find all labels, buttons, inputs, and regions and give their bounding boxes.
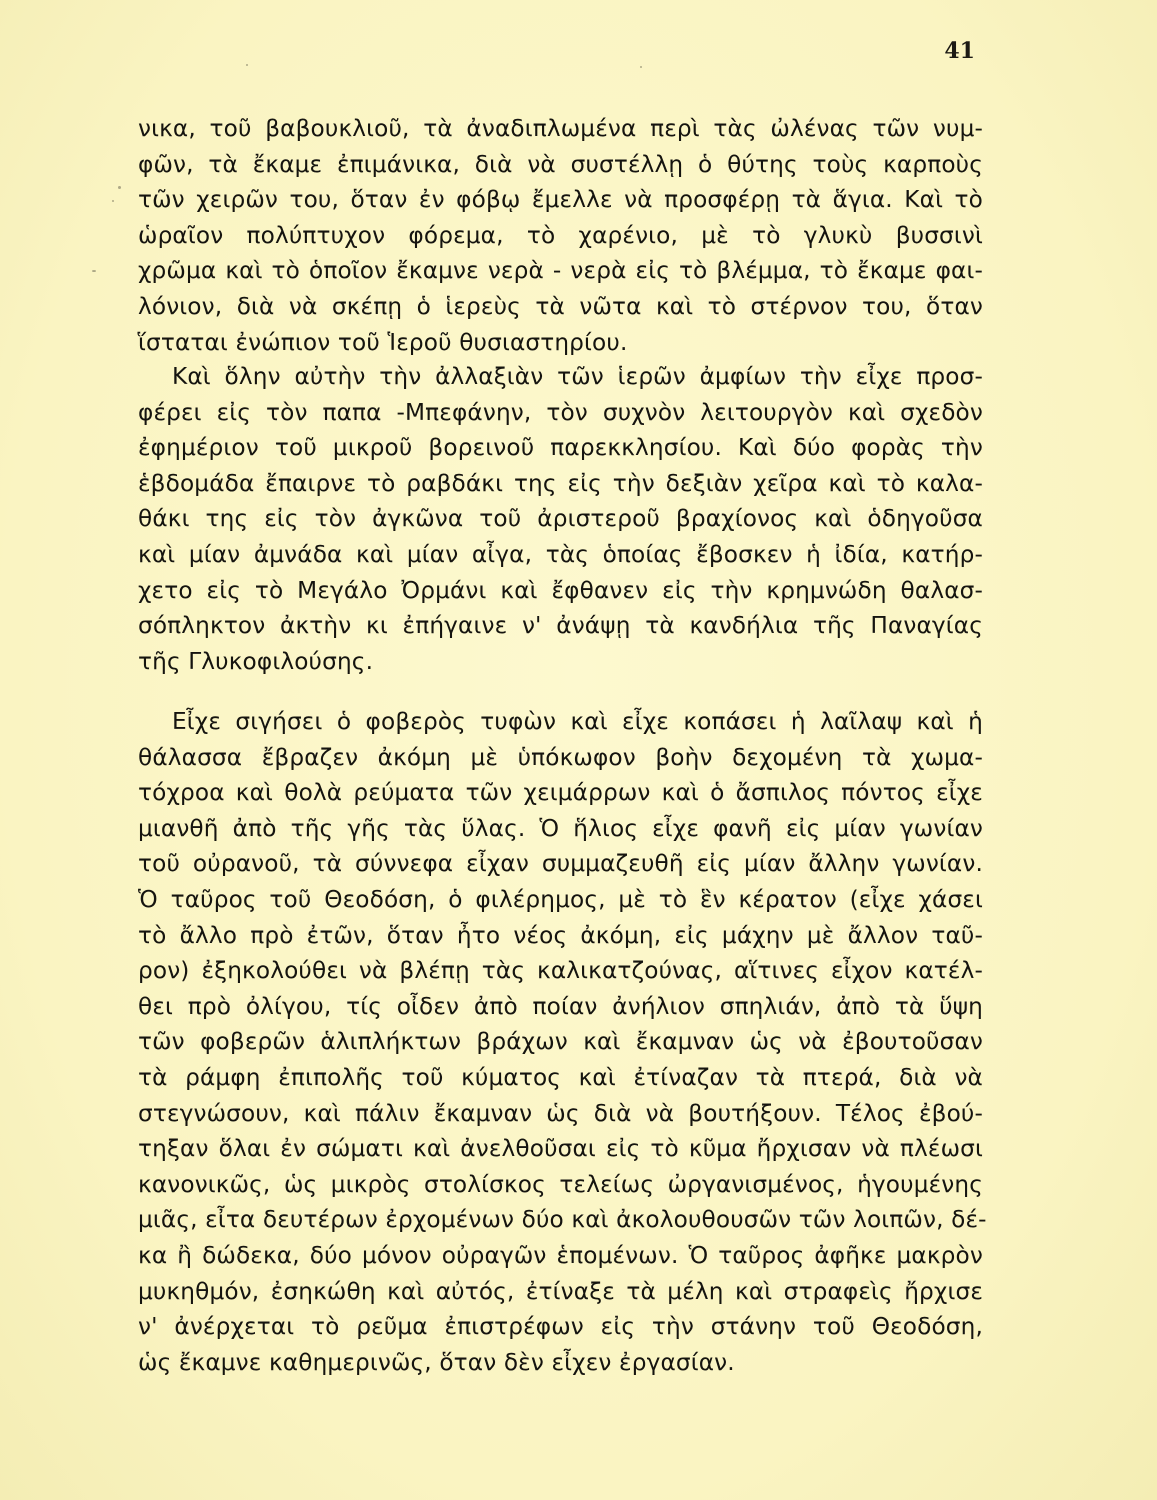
text-line: κανονικῶς, ὡς μικρὸς στολίσκος τελείως ὠργανισμένος, ἡγουμένης [138,1170,983,1198]
paper-speck [118,186,121,189]
paragraph-3 [138,704,987,1380]
text-line: νικα, τοῦ βαβουκλιοῦ, τὰ ἀναδιπλωμένα περὶ τὰς ὠλένας τῶν νυμ- [138,115,983,142]
text-line: θάκι της εἰς τὸν ἀγκῶνα τοῦ ἀριστεροῦ βραχίονος καὶ ὁδηγοῦσα [138,505,983,533]
text-line: χρῶμα καὶ τὸ ὁποῖον ἔκαμνε νερὰ - νερὰ εἰς τὸ βλέμμα, τὸ ἔκαμε φαι- [138,257,983,285]
text-line: χετο εἰς τὸ Μεγάλο Ὀρμάνι καὶ ἔφθανεν εἰς τὴν κρημνώδη θαλασ- [138,576,983,604]
text-line: τῆς Γλυκοφιλούσης. [138,647,374,675]
text-line: Ὁ ταῦρος τοῦ Θεοδόση, ὁ φιλέρημος, μὲ τὸ ἓν κέρατον (εἶχε χάσει [138,885,983,913]
paper-speck [92,270,96,272]
text-line: σόπληκτον ἀκτὴν κι ἐπήγαινε ν' ἀνάψῃ τὰ κανδήλια τῆς Παναγίας [138,612,983,640]
text-line: καὶ μίαν ἀμνάδα καὶ μίαν αἶγα, τὰς ὁποίας ἔβοσκεν ἡ ἰδία, κατήρ- [138,540,983,568]
paper-speck [640,66,642,68]
text-line: τοῦ οὐρανοῦ, τὰ σύννεφα εἶχαν συμμαζευθῆ εἰς μίαν ἄλλην γωνίαν. [138,850,983,878]
text-line: τόχροα καὶ θολὰ ρεύματα τῶν χειμάρρων καὶ ὁ ἄσπιλος πόντος εἶχε [138,779,983,807]
text-line: ἑβδομάδα ἔπαιρνε τὸ ραβδάκι της εἰς τὴν δεξιὰν χεῖρα καὶ τὸ καλα- [138,469,983,497]
paragraph-1 [138,111,983,360]
text-line: ἵσταται ἐνώπιον τοῦ Ἱεροῦ θυσιαστηρίου. [138,328,628,356]
page-number: 41 [944,38,975,64]
text-line: Καὶ ὅλην αὐτὴν τὴν ἀλλαξιὰν τῶν ἱερῶν ἀμφίων τὴν εἶχε προσ- [172,363,983,390]
text-line: ὡς ἔκαμνε καθημερινῶς, ὅταν δὲν εἶχεν ἐργασίαν. [138,1348,735,1376]
text-line: λόνιον, διὰ νὰ σκέπῃ ὁ ἱερεὺς τὰ νῶτα καὶ τὸ στέρνον του, ὅταν [138,292,983,320]
text-line: φῶν, τὰ ἔκαμε ἐπιμάνικα, διὰ νὰ συστέλλῃ ὁ θύτης τοὺς καρποὺς [138,150,983,178]
text-line: θει πρὸ ὀλίγου, τίς οἶδεν ἀπὸ ποίαν ἀνήλιον σπηλιάν, ἀπὸ τὰ ὕψη [138,992,983,1020]
paragraph-2 [138,359,983,679]
text-line: ὡραῖον πολύπτυχον φόρεμα, τὸ χαρένιο, μὲ τὸ γλυκὺ βυσσινὶ [138,221,983,249]
text-line: ν' ἀνέρχεται τὸ ρεῦμα ἐπιστρέφων εἰς τὴν στάνην τοῦ Θεοδόση, [138,1313,983,1341]
paper-speck [246,64,248,66]
text-line: τὸ ἄλλο πρὸ ἐτῶν, ὅταν ἦτο νέος ἀκόμη, εἰς μάχην μὲ ἄλλον ταῦ- [138,921,983,949]
text-line: μιᾶς, εἶτα δευτέρων ἐρχομένων δύο καὶ ἀκολουθουσῶν τῶν λοιπῶν, δέ- [138,1206,987,1234]
text-line: στεγνώσουν, καὶ πάλιν ἔκαμναν ὡς διὰ νὰ βουτήξουν. Τέλος ἐβού- [138,1099,983,1127]
text-line: μυκηθμόν, ἐσηκώθη καὶ αὐτός, ἐτίναξε τὰ μέλη καὶ στραφεὶς ἤρχισε [138,1277,983,1305]
text-line: μιανθῆ ἀπὸ τῆς γῆς τὰς ὕλας. Ὁ ἥλιος εἶχε φανῆ εἰς μίαν γωνίαν [138,814,983,842]
text-line: τῶν χειρῶν του, ὅταν ἐν φόβῳ ἔμελλε νὰ προσφέρῃ τὰ ἅγια. Καὶ τὸ [138,186,983,214]
text-line: τηξαν ὅλαι ἐν σώματι καὶ ἀνελθοῦσαι εἰς τὸ κῦμα ἤρχισαν νὰ πλέωσι [138,1135,983,1163]
text-line: τῶν φοβερῶν ἁλιπλήκτων βράχων καὶ ἔκαμναν ὡς νὰ ἐβουτοῦσαν [138,1028,983,1056]
text-line: Εἶχε σιγήσει ὁ φοβερὸς τυφὼν καὶ εἶχε κοπάσει ἡ λαῖλαψ καὶ ἡ [172,708,983,735]
text-line: ἐφημέριον τοῦ μικροῦ βορεινοῦ παρεκκλησίου. Καὶ δύο φορὰς τὴν [138,434,983,462]
text-line: τὰ ράμφη ἐπιπολῆς τοῦ κύματος καὶ ἐτίναζαν τὰ πτερά, διὰ νὰ [138,1063,983,1091]
text-line: φέρει εἰς τὸν παπα -Μπεφάνην, τὸν συχνὸν λειτουργὸν καὶ σχεδὸν [138,398,983,426]
text-line: θάλασσα ἔβραζεν ἀκόμη μὲ ὑπόκωφον βοὴν δεχομένη τὰ χωμα- [138,743,983,771]
paper-speck [112,200,114,202]
text-line: ρον) ἐξηκολούθει νὰ βλέπῃ τὰς καλικατζούνας, αἵτινες εἶχον κατέλ- [138,957,983,985]
text-line: κα ἢ δώδεκα, δύο μόνον οὐραγῶν ἑπομένων. Ὁ ταῦρος ἀφῆκε μακρὸν [138,1241,983,1269]
